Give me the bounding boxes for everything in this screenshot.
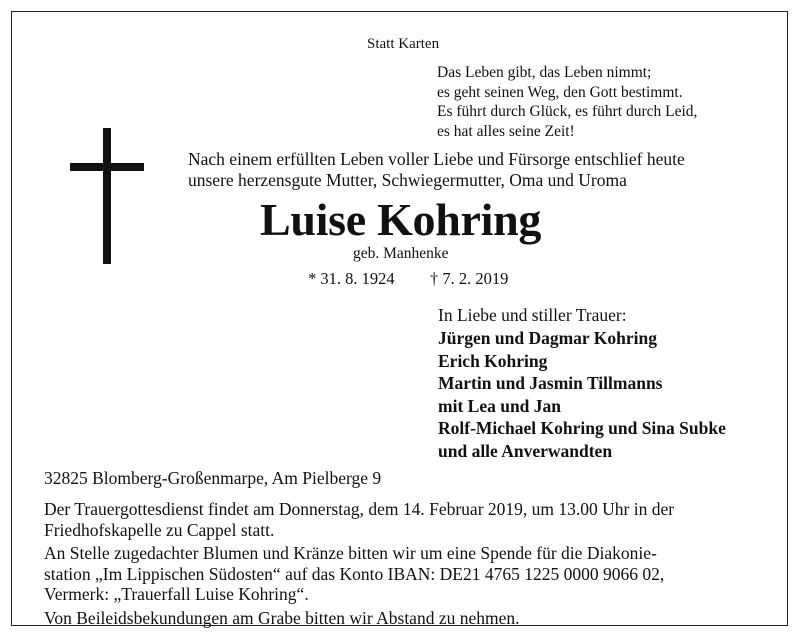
cross-icon [70,128,144,264]
service-line: Der Trauergottesdienst findet am Donnerstag, dem 14. Februar 2019, um 13.00 Uhr in der [44,499,675,519]
donation-info [44,543,664,605]
donation-line: An Stelle zugedachter Blumen und Kränze bitten wir um eine Spende für die Diakonie- [44,543,657,563]
service-info [44,499,674,540]
mourners-list [438,327,726,463]
intro-line: Nach einem erfüllten Leben voller Liebe und Fürsorge entschlief heute [188,149,685,169]
birth-date: * 31. 8. 1924 [308,269,395,288]
obituary-notice [11,11,788,626]
address: 32825 Blomberg-Großenmarpe, Am Pielberge 9 [44,468,382,488]
headline: Statt Karten [367,36,440,52]
deceased-name: Luise Kohring [260,194,542,245]
mourning-intro-text: In Liebe und stiller Trauer: [438,305,627,325]
poem-line: es geht seinen Weg, den Gott bestimmt. [437,83,683,101]
donation-line: Vermerk: „Trauerfall Luise Kohring“. [44,584,309,604]
mourner-line: Martin und Jasmin Tillmanns [438,373,663,394]
intro-text [188,149,685,191]
mourning-intro [438,304,627,326]
service-line: Friedhofskapelle zu Cappel statt. [44,519,275,540]
condolence-note: Von Beileidsbekundungen am Grabe bitten wir Abstand zu nehmen. [44,608,520,628]
poem-line: Es führt durch Glück, es führt durch Leid, [437,103,698,120]
cross-icon-horizontal-bar [70,163,144,171]
mourner-line: mit Lea und Jan [438,395,562,416]
poem [437,63,697,141]
cross-icon-vertical-bar [103,128,111,264]
mourner-line: Rolf-Michael Kohring und Sina Subke [438,418,726,439]
donation-line: station „Im Lippischen Südosten“ auf das Konto IBAN: DE21 4765 1225 0000 9066 02, [44,563,665,584]
intro-line: unsere herzensgute Mutter, Schwiegermutter, Oma und Uroma [188,170,627,190]
poem-line: es hat alles seine Zeit! [437,122,575,140]
poem-line: Das Leben gibt, das Leben nimmt; [437,64,652,81]
mourner-line: Erich Kohring [438,350,548,371]
death-date: † 7. 2. 2019 [430,269,509,288]
mourner-line: Jürgen und Dagmar Kohring [438,328,657,348]
maiden-name: geb. Manhenke [353,245,449,262]
mourner-line: und alle Anverwandten [438,440,613,461]
